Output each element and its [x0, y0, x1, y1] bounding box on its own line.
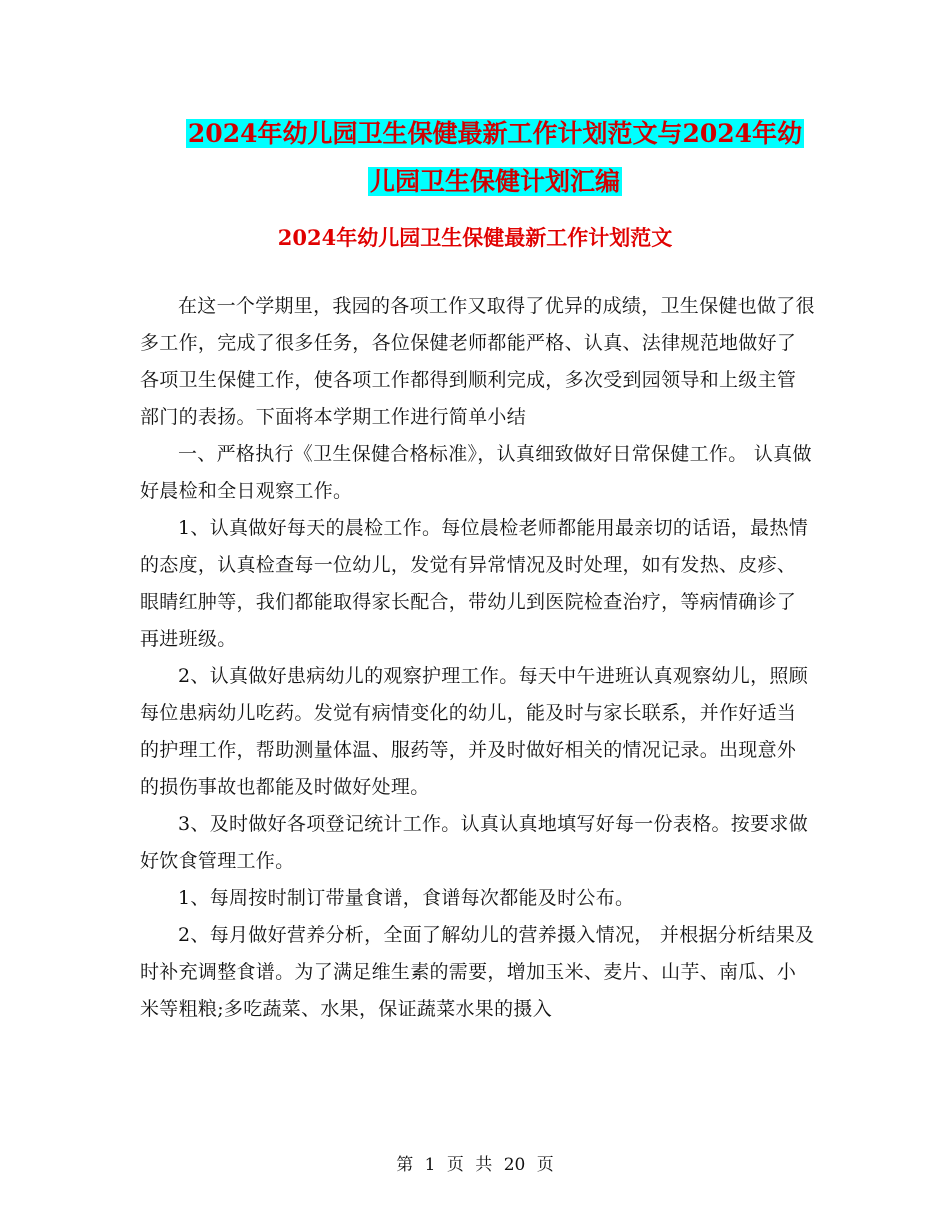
paragraph-item-5: 1、每周按时制订带量食谱，食谱每次都能及时公布。: [178, 887, 635, 909]
section-title: 2024年幼儿园卫生保健最新工作计划范文: [277, 225, 673, 250]
paragraph-item-6: 2、每月做好营养分析，全面了解幼儿的营养摄入情况， 并根据分析结果及时补充调整食谱。为了满足维生素的需要，增加玉米、麦片、山芋、南瓜、小米等粗粮;多吃蔬菜、水果，保证蔬菜水果的摄入: [140, 924, 815, 1020]
title-line-2: 儿园卫生保健计划汇编: [369, 167, 620, 196]
document-body: [140, 288, 815, 1028]
title-line-1: 2024年幼儿园卫生保健最新工作计划范文与2024年幼: [187, 119, 803, 148]
paragraph-item-1: 一、严格执行《卫生保健合格标准》，认真细致做好日常保健工作。 认真做好晨检和全日观察工作。: [140, 443, 812, 502]
paragraph-item-4: 3、及时做好各项登记统计工作。认真认真地填写好每一份表格。按要求做好饮食管理工作。: [140, 813, 808, 872]
page-number-footer: 第 1 页 共 20 页: [396, 1155, 554, 1175]
paragraph-item-3: 2、认真做好患病幼儿的观察护理工作。每天中午进班认真观察幼儿，照顾每位患病幼儿吃药。发觉有病情变化的幼儿，能及时与家长联系，并作好适当的护理工作，帮助测量体温、服药等，并及时做好相关的情况记录。出现意外的损伤事故也都能及时做好处理。: [140, 665, 808, 798]
document-title: [140, 110, 850, 206]
paragraph-intro: 在这一个学期里，我园的各项工作又取得了优异的成绩，卫生保健也做了很多工作，完成了很多任务，各位保健老师都能严格、认真、法律规范地做好了各项卫生保健工作，使各项工作都得到顺利完成，多次受到园领导和上级主管部门的表扬。下面将本学期工作进行简单小结: [140, 295, 815, 428]
paragraph-item-2: 1、认真做好每天的晨检工作。每位晨检老师都能用最亲切的话语，最热情的态度，认真检查每一位幼儿，发觉有异常情况及时处理，如有发热、皮疹、眼睛红肿等，我们都能取得家长配合，带幼儿到医院检查治疗，等病情确诊了再进班级。: [140, 517, 808, 650]
